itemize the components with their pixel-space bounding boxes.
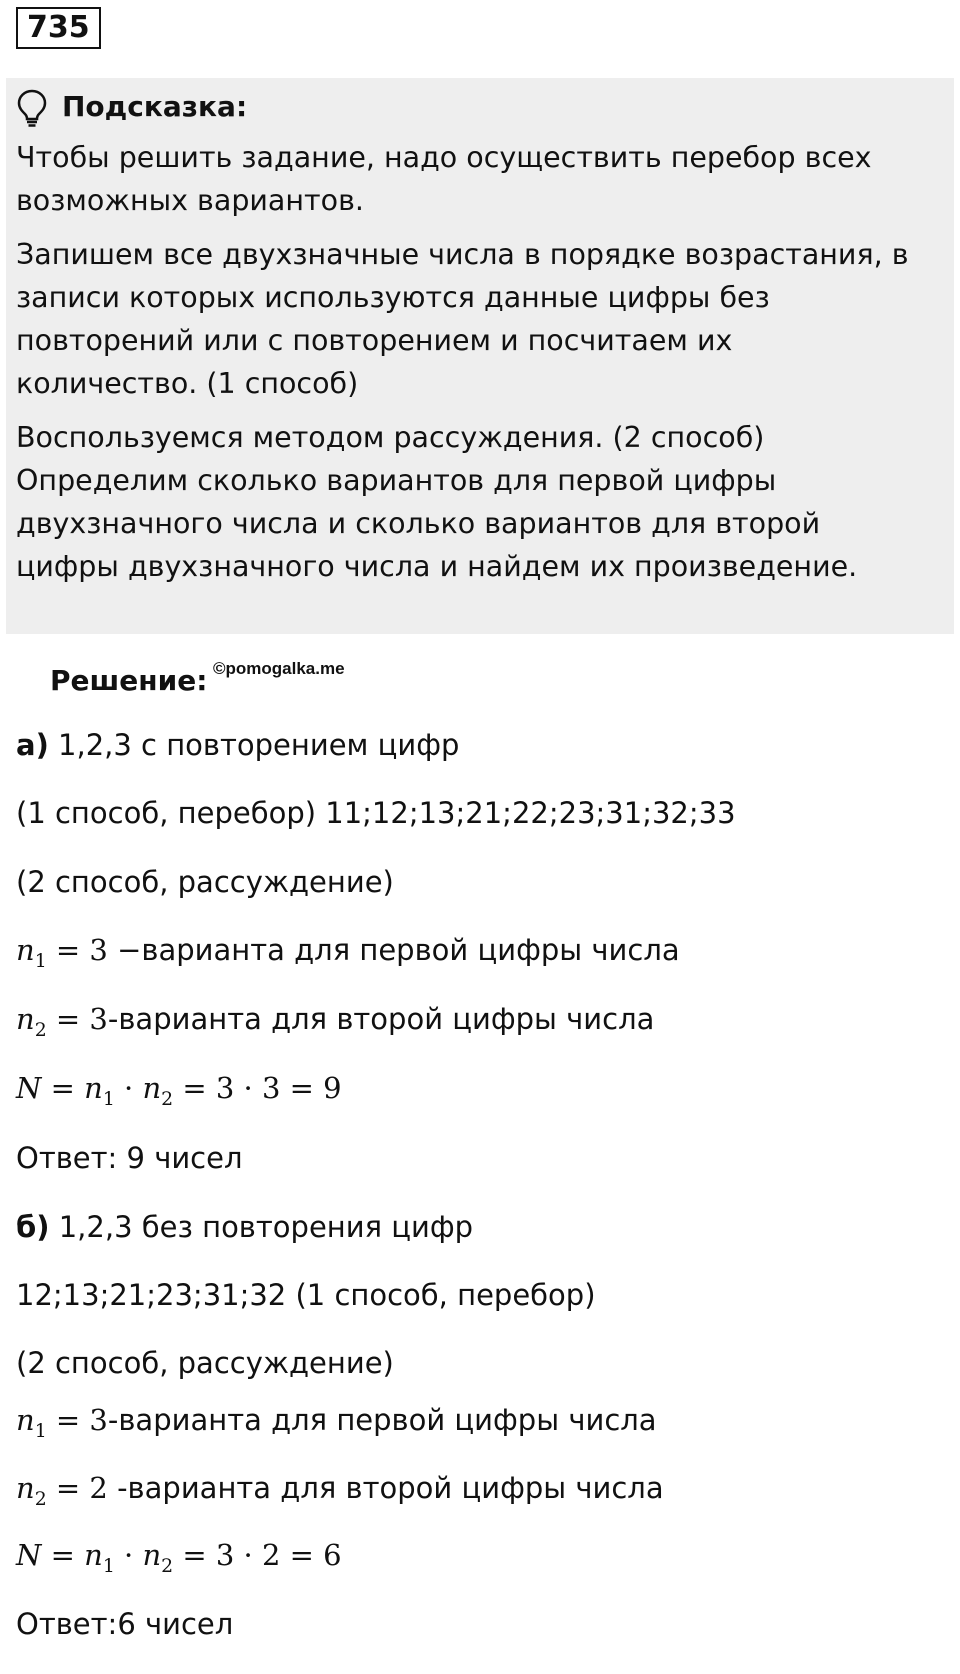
hint-paragraph-2: Запишем все двухзначные числа в порядке возрастания, в записи которых используются данные цифры без повторений или с повторением и посчитаем их количество. (1 способ) (16, 238, 909, 400)
hint-title: Подсказка: (62, 90, 248, 123)
part-a-method-1: (1 способ, перебор) 11;12;13;21;22;23;31;32;33 (16, 796, 736, 830)
part-b-n1: $n_1$ = 3-варианта для первой цифры числа (16, 1403, 657, 1442)
part-b-method-1: 12;13;21;23;31;32 (1 способ, перебор) (16, 1278, 596, 1312)
hint-paragraph-1: Чтобы решить задание, надо осуществить перебор всех возможных вариантов. (16, 141, 872, 217)
part-b-formula: $N = n_1 \cdot n_2 = 3 \cdot 2 = 6$ (16, 1538, 342, 1577)
part-a-method-2: (2 способ, рассуждение) (16, 865, 394, 899)
lightbulb-icon (16, 88, 48, 128)
part-a-answer: Ответ: 9 чисел (16, 1141, 243, 1175)
part-a-n1: $n_1 = 3$ −варианта для первой цифры числа (16, 933, 680, 972)
part-b-answer: Ответ:6 чисел (16, 1607, 234, 1641)
part-a-condition: а) 1,2,3 с повторением цифр (16, 728, 460, 762)
hint-paragraph-3: Воспользуемся методом рассуждения. (2 способ) Определим сколько вариантов для первой цифры двухзначного числа и сколько вариантов для второй цифры двухзначного числа и найдем их произведение. (16, 421, 858, 583)
task-number: 735 (16, 7, 101, 49)
part-b-n2: $n_2 = 2$ -варианта для второй цифры числа (16, 1471, 664, 1510)
part-b-condition: б) 1,2,3 без повторения цифр (16, 1210, 474, 1244)
hint-box (6, 78, 954, 634)
part-b-method-2: (2 способ, рассуждение) (16, 1346, 394, 1380)
part-a-formula: $N = n_1 \cdot n_2 = 3 \cdot 3 = 9$ (16, 1071, 342, 1110)
watermark: ©pomogalka.me (213, 659, 345, 678)
solution-title: Решение: (50, 664, 208, 697)
part-a-n2: $n_2$ = 3-варианта для второй цифры числа (16, 1002, 655, 1041)
